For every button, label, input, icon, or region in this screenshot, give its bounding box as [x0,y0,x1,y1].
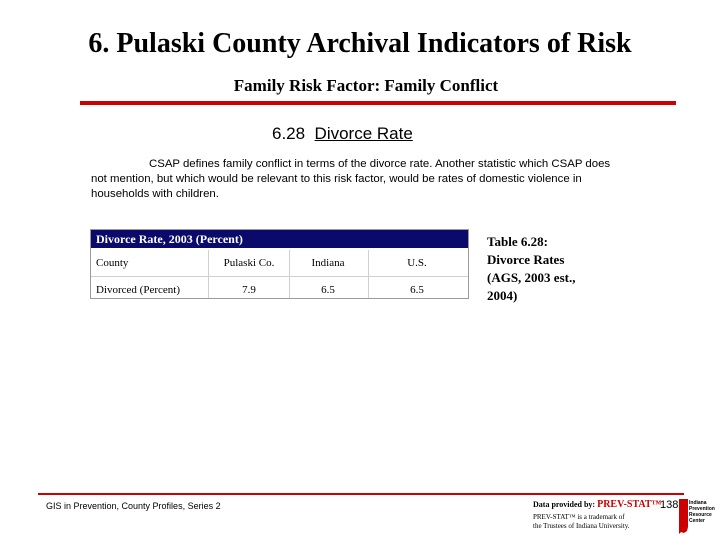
table-cell: 7.9 [242,284,256,296]
top-divider [80,101,676,105]
table-heading-text: Divorce Rate, 2003 (Percent) [96,232,243,246]
table-header-row [91,250,468,277]
column-divider [289,250,290,298]
prevention-center-logo [678,497,714,537]
series-footer: GIS in Prevention, County Profiles, Series 2 [46,501,221,511]
table-cell: 6.5 [410,284,424,296]
description-paragraph: CSAP defines family conflict in terms of the divorce rate. Another statistic which CSAP does not mention, but which would be relevant to this risk factor, would be rates of domestic violence in households with children. [91,158,611,200]
slide-subtitle: Family Risk Factor: Family Conflict [233,76,499,95]
slide-title: 6. Pulaski County Archival Indicators of Risk [88,28,632,59]
row-label: Divorced (Percent) [96,284,180,296]
column-header: Indiana [311,257,345,269]
brand-name: PREV-STAT™ [597,499,662,510]
column-divider [208,250,209,298]
column-header: County [96,257,129,269]
column-divider [368,250,369,298]
table-cell: 6.5 [321,284,335,296]
section-number: 6.28 [272,124,306,143]
data-provider-line: Data provided by: PREV-STAT™ [533,499,662,510]
column-header: Pulaski Co. [223,257,275,269]
page-number: 138 [660,499,679,511]
table-caption: Table 6.28: Divorce Rates (AGS, 2003 est., 2004) [487,234,576,303]
table-heading [91,230,468,248]
bottom-divider [38,493,684,495]
trademark-note: PREV-STAT™ is a trademark of the Trustees of Indiana University. [533,513,630,530]
center-name: Indiana Prevention Resource Center [689,500,715,524]
section-title [272,124,413,144]
section-name: Divorce Rate [314,124,413,143]
column-header: U.S. [407,257,427,269]
divorce-rate-table [90,229,469,299]
table-row [91,277,468,303]
